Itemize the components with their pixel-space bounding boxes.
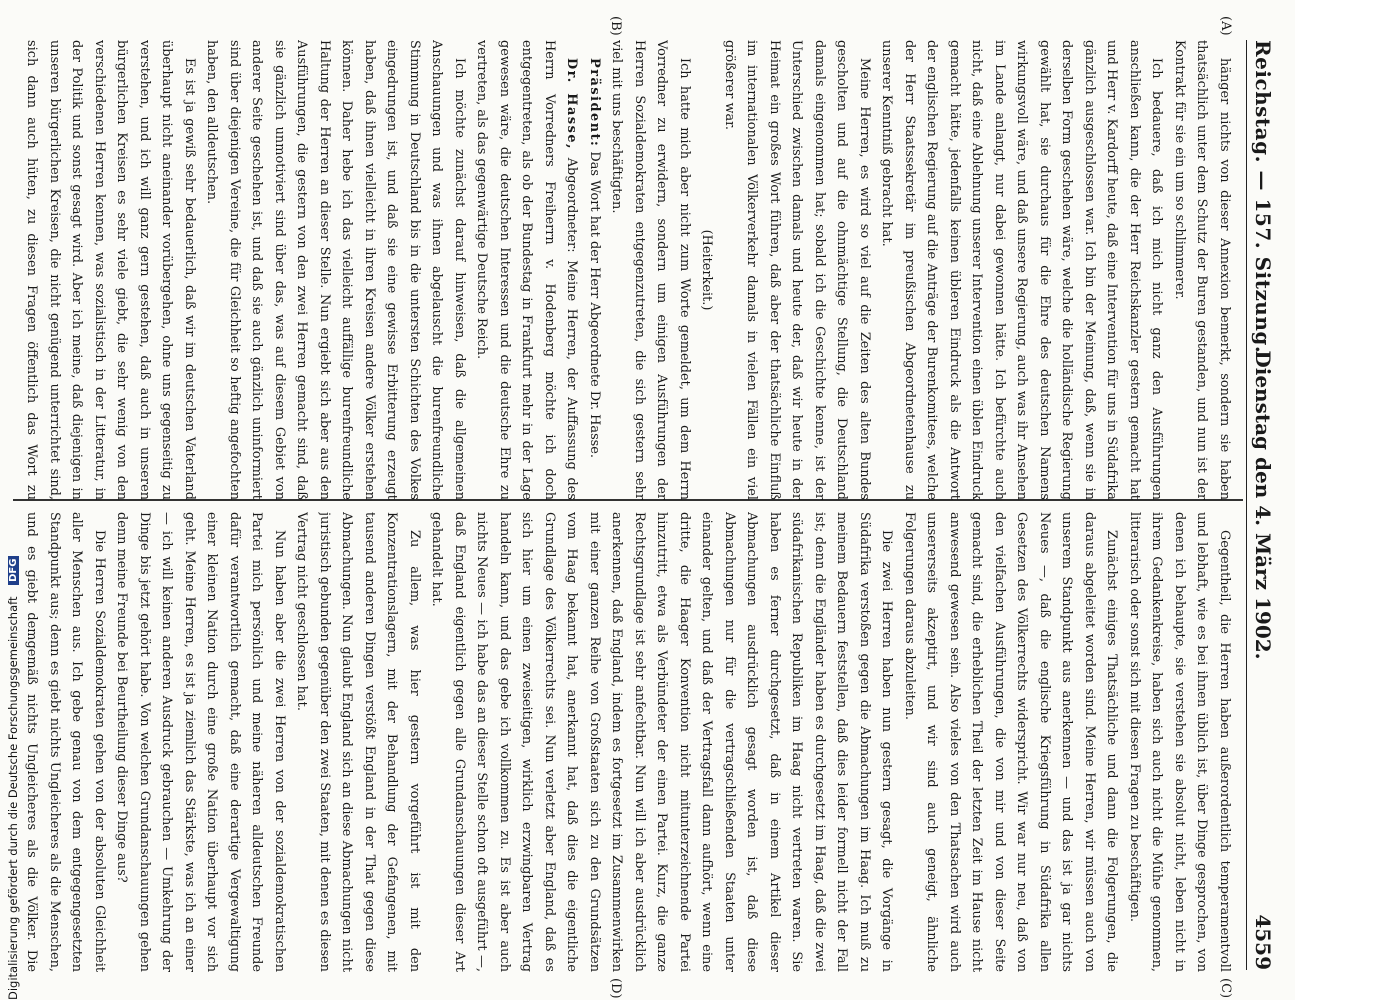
paragraph-text: Es ist ja gewiß sehr bedauerlich, daß wir im deutschen Vaterland überhaupt nicht aneinander vorübergehen, ohne uns gegenseitig zu verstehen, und ich will ganz gern gestehen, daß auch in unseren bürgerlichen Kreisen es sehr viele giebt, die sehr wenig von den verschiedenen Herren kennen, was sozialistisch in der Litteratur, in der Politik und sonst gesagt wird. Aber ich meine, daß diejenigen in unseren bürgerlichen Kreisen, die nicht genügend unterrichtet sind, sich dann auch hüten, zu diesen Fragen öffentlich das Wort zu <box>25 40 197 500</box>
margin-mark-b: (B) <box>608 16 623 36</box>
left-column <box>25 40 1235 500</box>
paragraph-text: Meine Herren, es wird so viel auf die Zeiten des alten Bundes gescholten und auf die ohnmächtige Stellung, die Deutschland damals eingenommen hat; sobald ich die Geschichte kenne, ist der Unterschied zwischen damals und heute der, daß wir heute in der Heimat ein großes Wort führen, daß aber der thatsächliche Einfluß im internationalen Völkerverkehr damals in vielen Fällen ein viel größerer war. <box>722 40 872 500</box>
paragraph-text: Ich bedauere, daß ich mich nicht ganz den Ausführungen anschließen kann, die der Herr Reichskanzler gestern gemacht hat und Herr v. Kardorff heute, daß eine Intervention für uns in Südafrika gänzlich ausgeschlossen war. Ich bin der Meinung, daß, wenn sie in derselben Form geschehen wäre, welche die holländische Regierung gewählt hat, sie durchaus für die Ehre des deutschen Namens wirkungsvoll wäre, und daß unsere Regierung, auch was ihr Ansehen im Lande anlangt, nur dabei gewonnen hätte. Ich befürchte auch nicht, daß eine Ablehnung unserer Intervention einen üblen Eindruck gemacht hätte, jedenfalls keinen übleren Eindruck als die Antwort der englischen Regierung auf die Anträge der Burenkomitees, welche der Herr Staatssekretär im preußischen Abgeordnetenhause zu unserer Kenntniß gebracht hat. <box>879 40 1165 500</box>
paragraph-text: Zu allem, was hier gestern vorgeführt ist mit den Konzentrationslagern, mit der Behandlung der Gefangenen, mit tausend anderen Dingen verstößt England in der That gegen diese Abmachungen. Nun glaubt England sich an diese Abmachungen nicht juristisch gebunden gegenüber den zwei Staaten, mit denen es diesen Vertrag nicht geschlossen hat. <box>294 512 422 972</box>
paragraph <box>25 512 110 972</box>
paragraph-text: Abgeordneter: Meine Herren, der Auffassung des Herrn Vorredners Freiherrn v. Hodenberg möchte ich doch entgegentreten, als ob der Bundestag in Frankfurt mehr in der Lage gewesen wäre, die deutschen Interessen und die deutsche Ehre zu vertreten, als das gegenwärtige Deutsche Reich. <box>474 40 580 500</box>
paragraph-text: Ich möchte zunächst darauf hinweisen, daß die allgemeinen Anschauungen und was ihnen abgelauscht die burenfreundliche Stimmung in Deutschland bis in die untersten Schichten des Volkes eingedrungen ist, und daß sie eine gewisse Erbitterung erzeugt haben, daß ihnen vielleicht in ihren Kreisen andere Völker erstehen können. Daher hebe ich das vielleicht auffällige burenfreundliche Haltung der Herren an dieser Stelle. Nun ergiebt sich aber aus den Ausführungen, die gestern von den zwei Herren gemacht sind, daß sie gänzlich unmotiviert sind über das, was auf diesem Gebiet von anderer Seite geschehen ist, und daß sie auch gänzlich uninformiert sind über diejenigen Vereine, die für Gleichheit so heftig angefochten haben, den alldeutschen. <box>204 40 467 500</box>
paragraph <box>898 512 1123 972</box>
dfg-logo: DFG <box>8 556 19 585</box>
page-number: 4559 <box>1251 914 1275 970</box>
speaker-name: Dr. Hasse, <box>564 58 580 151</box>
speaker-name: Präsident: <box>587 58 602 148</box>
paragraph <box>875 40 1168 500</box>
paragraph <box>425 512 898 972</box>
paragraph <box>1168 40 1236 500</box>
margin-mark-c: (C) <box>1218 978 1233 999</box>
right-column <box>25 512 1235 972</box>
paragraph-text: Ich hatte mich aber nicht zum Worte gemeldet, um dem Herrn Vorredner zu erwidern, sondern um einigen Ausführungen der Herren Sozialdemokraten entgegenzutreten, die sich gestern sehr viel mit uns beschäftigten. <box>609 40 692 500</box>
header-date: Dienstag den 4. März 1902. <box>1251 350 1275 660</box>
paragraph-text: (Heiterkeit.) <box>699 229 715 311</box>
paragraph <box>1123 512 1236 972</box>
paragraph <box>110 512 290 972</box>
paragraph-text: Die Herren Sozialdemokraten gehen von der absoluten Gleichheit aller Menschen aus. Ich gebe genau von dem entgegengesetzten Standpunkt aus; denn es giebt nichts Ungleicheres als die Menschen, und es giebt demgemäß nichts Ungleicheres als die Völker. Die <box>25 512 107 972</box>
paragraph <box>470 40 583 500</box>
header-left-title: Reichstag. — 157. Sitzung. <box>1251 40 1275 354</box>
paragraph <box>605 40 695 500</box>
paragraph <box>25 40 200 500</box>
paragraph-text: Das Wort hat der Herr Abgeordnete Dr. Hasse. <box>587 151 602 459</box>
paragraph <box>718 40 876 500</box>
page-header <box>1246 40 1281 970</box>
paragraph <box>695 40 718 500</box>
paragraph-text: Die zwei Herren haben nun gestern gesagt, die Vorgänge in Südafrika verstoßen gegen die Abmachungen im Haag. Ich muß zu meinem Bedauern feststellen, daß dies leider formell nicht der Fall ist; denn die Engländer haben es durchgesetzt im Haag, daß die zwei südafrikanischen Republiken im Haag nicht vertreten waren. Sie haben es ferner durchgesetzt, daß in einem Artikel dieser Abmachungen ausdrücklich gesagt worden ist, daß diese Abmachungen nur für die vertragschließenden Staaten unter einander gelten, und daß der Vertragsfall dann aufhört, wenn eine dritte, die Haager Konvention nicht mitunterzeichnende Partei hinzutritt, etwa als Verbündeter der einen Partei. Kurz, die ganze Rechtsgrundlage ist sehr anfechtbar. Nun will ich aber ausdrücklich anerkennen, daß England, indem es fortgesetzt im Zusammenwirken mit einer ganzen Reihe von Großstaaten sich zu den Grundsätzen vom Haag bekannt hat, anerkannt hat, daß dies die eigentliche Grundlage des Völkerrechts sei. Nun verletzt aber England, daß es sich hier um einen zweiseitigen, wirklich erzwingbaren Vertrag handeln kann, und das gebe ich vollkommen zu. Es ist aber auch nichts Neues — ich habe das an dieser Stelle schon oft ausgeführt —, daß England eigentlich gegen alle Grundanschauungen dieser Art gehandelt hat. <box>429 512 895 972</box>
paragraph <box>290 512 425 972</box>
paragraph <box>200 40 470 500</box>
margin-mark-d: (D) <box>608 978 623 999</box>
paragraph-text: Zunächst einiges Thatsächliche und dann die Folgerungen, die daraus abgeleitet worden sind. Meine Herren, wir müssen auch von unserem Standpunkt aus anerkennen — und das ist ja gar nichts Neues —, daß die englische Kriegsführung in Südafrika allen Gesetzen des Völkerrechts widerspricht. Wir war nur neu, daß von den vielfachen Ausführungen, die von mir und von dieser Seite gemacht sind, die erheblichen Theil der letzten Zeit im Hause nicht anwesend gewesen sein. Also vieles von den Thatsachen wird auch unsererseits akzeptirt, und wir sind auch geneigt, ähnliche Folgerungen daraus abzuleiten. <box>902 512 1120 972</box>
credit-text: Digitalisierung gefördert durch die Deutsche Forschungsgemeinschaft <box>6 596 20 1000</box>
paragraph-text: Gegentheil, die Herren haben außerordentlich temperamentvoll und lebhaft, wie es bei ihnen üblich ist, über Dinge gesprochen, von denen ich behaupte, sie verstehen sie absolut nicht, leben nicht in ihrem Gedankenkreise, haben sich auch nicht die Mühe genommen, litterarisch oder sonst sich mit diesen Fragen zu beschäftigen. <box>1127 512 1232 972</box>
digitization-credit <box>6 558 26 1000</box>
paragraph <box>583 40 606 500</box>
margin-mark-a: (A) <box>1218 16 1233 36</box>
paragraph-text: hänger nichts von dieser Annexion bemerkt, sondern sie haben thatsächlich unter dem Schutz der Buren gestanden, und nun ist der Kontrakt für sie ein um so schlimmerer. <box>1172 40 1232 500</box>
paragraph-text: Nun haben aber die zwei Herren von der sozialdemokratischen Partei mich persönlich und meine näheren alldeutschen Freunde dafür verantwortlich gemacht, daß eine derartige Vergewaltigung einer kleinen Nation durch eine große Nation überhaupt vor sich geht. Meine Herren, es ist ja ziemlich das Stärkste, was ich an einer — ich will keinen anderen Ausdruck gebrauchen — Umkehrung der Dinge bis jetzt gehört habe. Von welchen Grundanschauungen gehen denn meine Freunde bei Beurtheilung dieser Dinge aus? <box>114 512 287 972</box>
